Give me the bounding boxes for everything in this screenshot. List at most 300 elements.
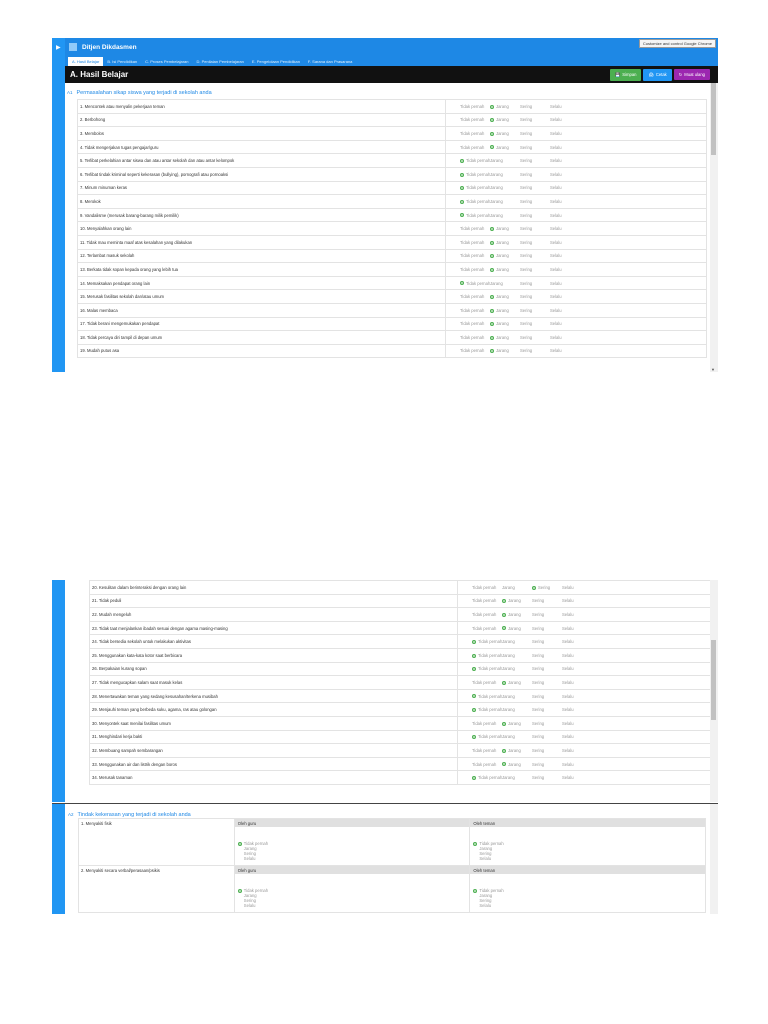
radio-option[interactable] bbox=[460, 213, 490, 218]
radio-label: Sering bbox=[243, 898, 256, 903]
radio-selected-icon[interactable] bbox=[490, 349, 494, 353]
answer-options bbox=[458, 744, 719, 758]
radio-option[interactable] bbox=[502, 707, 532, 712]
radio-option[interactable] bbox=[490, 185, 520, 190]
question-text: 10. Menyalahkan orang lain bbox=[78, 222, 446, 236]
radio-selected-icon[interactable] bbox=[502, 722, 506, 726]
radio-label: Tidak pernah bbox=[472, 598, 497, 604]
radio-label: Jarang bbox=[502, 734, 515, 740]
radio-option[interactable] bbox=[550, 117, 580, 122]
radio-option[interactable] bbox=[550, 185, 580, 190]
radio-label: Sering bbox=[520, 158, 533, 164]
radio-option[interactable] bbox=[520, 308, 550, 313]
radio-option[interactable] bbox=[460, 172, 490, 177]
radio-label: Selalu bbox=[550, 239, 562, 245]
radio-option[interactable] bbox=[550, 226, 580, 231]
radio-option[interactable] bbox=[460, 253, 490, 258]
question-text: 19. Mudah putus asa bbox=[78, 344, 446, 358]
radio-option[interactable] bbox=[520, 145, 550, 150]
radio-label: Sering bbox=[520, 171, 533, 177]
radio-selected-icon[interactable] bbox=[490, 227, 494, 231]
reload-button[interactable] bbox=[674, 69, 710, 80]
radio-option[interactable] bbox=[520, 348, 550, 353]
tab-proses-pembelajaran[interactable]: C. Proses Pembelajaran bbox=[145, 59, 189, 64]
radio-option[interactable] bbox=[490, 253, 520, 258]
radio-selected-icon[interactable] bbox=[472, 640, 476, 644]
radio-option[interactable] bbox=[532, 598, 562, 603]
by-friend-column bbox=[470, 819, 706, 866]
radio-selected-icon[interactable] bbox=[490, 105, 494, 109]
question-row bbox=[90, 744, 719, 758]
menu-icon[interactable] bbox=[69, 43, 77, 51]
radio-option[interactable] bbox=[532, 734, 562, 739]
radio-option[interactable] bbox=[550, 240, 580, 245]
answer-options bbox=[446, 222, 707, 236]
radio-label: Sering bbox=[520, 334, 533, 340]
radio-option[interactable] bbox=[490, 158, 520, 163]
radio-label: Jarang bbox=[479, 893, 493, 898]
radio-option[interactable] bbox=[562, 598, 592, 603]
radio-option[interactable] bbox=[532, 639, 562, 644]
radio-label: Tidak pernah bbox=[460, 307, 485, 313]
print-icon: 🖨 bbox=[648, 71, 654, 77]
radio-option[interactable] bbox=[550, 145, 580, 150]
radio-selected-icon[interactable] bbox=[472, 708, 476, 712]
radio-option[interactable] bbox=[562, 748, 592, 753]
answer-options bbox=[446, 303, 707, 317]
radio-option[interactable] bbox=[490, 308, 520, 313]
print-button[interactable] bbox=[643, 69, 671, 81]
radio-option[interactable] bbox=[502, 721, 532, 726]
radio-label: Jarang bbox=[508, 679, 521, 685]
radio-selected-icon[interactable] bbox=[472, 694, 476, 698]
radio-option[interactable] bbox=[520, 185, 550, 190]
radio-selected-icon[interactable] bbox=[460, 159, 464, 163]
radio-option[interactable] bbox=[562, 707, 592, 712]
question-row bbox=[90, 703, 719, 717]
answer-options bbox=[446, 249, 707, 263]
radio-option[interactable] bbox=[562, 639, 592, 644]
radio-option[interactable] bbox=[532, 762, 562, 767]
radio-option[interactable] bbox=[460, 104, 490, 109]
radio-label: Sering bbox=[520, 280, 533, 286]
question-row bbox=[90, 716, 719, 730]
radio-option[interactable] bbox=[472, 775, 502, 780]
radio-option[interactable] bbox=[520, 253, 550, 258]
radio-option[interactable] bbox=[532, 694, 562, 699]
radio-option[interactable] bbox=[520, 172, 550, 177]
radio-selected-icon[interactable] bbox=[490, 118, 494, 122]
question-text: 4. Tidak mengerjakan tugas pengajar/guru bbox=[78, 140, 446, 154]
question-text: 34. Merusak tanaman bbox=[90, 771, 458, 785]
radio-option[interactable] bbox=[460, 145, 490, 150]
radio-option[interactable] bbox=[460, 281, 490, 286]
radio-option[interactable] bbox=[472, 734, 502, 739]
radio-option[interactable] bbox=[472, 748, 502, 753]
radio-label: Selalu bbox=[562, 761, 574, 767]
question-row bbox=[78, 154, 707, 168]
radio-label: Tidak pernah bbox=[466, 158, 491, 164]
radio-option[interactable] bbox=[460, 348, 490, 353]
radio-option[interactable] bbox=[550, 294, 580, 299]
question-row bbox=[78, 222, 707, 236]
save-button[interactable] bbox=[610, 69, 641, 81]
scrollbar[interactable] bbox=[710, 804, 718, 914]
question-text: 22. Mudah mengeluh bbox=[90, 608, 458, 622]
radio-option[interactable] bbox=[562, 680, 592, 685]
question-text: 15. Merusak fasilitas sekolah dan/atau umum bbox=[78, 290, 446, 304]
radio-label: Jarang bbox=[496, 253, 509, 259]
scrollbar[interactable] bbox=[710, 580, 718, 802]
radio-option[interactable] bbox=[550, 335, 580, 340]
radio-label: Jarang bbox=[502, 584, 515, 590]
question-row bbox=[90, 689, 719, 703]
radio-option[interactable] bbox=[562, 585, 592, 590]
question-text: 30. Menyontek saat menilai fasilitas umum bbox=[90, 716, 458, 730]
radio-selected-icon[interactable] bbox=[532, 586, 536, 590]
radio-option[interactable] bbox=[520, 267, 550, 272]
radio-option[interactable] bbox=[502, 639, 532, 644]
radio-selected-icon[interactable] bbox=[490, 268, 494, 272]
radio-option[interactable] bbox=[502, 585, 532, 590]
question-row bbox=[90, 757, 719, 771]
question-row bbox=[78, 113, 707, 127]
radio-option[interactable] bbox=[490, 145, 520, 150]
tab-isi-pendidikan[interactable]: B. Isi Pendidikan bbox=[107, 59, 138, 64]
radio-label: Sering bbox=[532, 679, 545, 685]
radio-group bbox=[235, 827, 470, 865]
radio-label: Jarang bbox=[496, 334, 509, 340]
radio-option[interactable] bbox=[490, 281, 520, 286]
radio-option[interactable] bbox=[472, 762, 502, 767]
radio-label: Tidak pernah bbox=[478, 652, 503, 658]
radio-option[interactable] bbox=[472, 653, 502, 658]
radio-label: Jarang bbox=[490, 212, 503, 218]
radio-label: Sering bbox=[520, 130, 533, 136]
question-row bbox=[78, 317, 707, 331]
radio-label: Sering bbox=[520, 103, 533, 109]
radio-option[interactable] bbox=[550, 199, 580, 204]
answer-options bbox=[458, 676, 719, 690]
radio-option[interactable] bbox=[550, 172, 580, 177]
radio-option[interactable] bbox=[490, 240, 520, 245]
radio-option[interactable] bbox=[490, 131, 520, 136]
radio-option[interactable] bbox=[550, 267, 580, 272]
radio-selected-icon[interactable] bbox=[490, 295, 494, 299]
radio-label: Jarang bbox=[496, 117, 509, 123]
radio-option[interactable] bbox=[490, 199, 520, 204]
radio-option[interactable] bbox=[520, 213, 550, 218]
radio-option[interactable] bbox=[550, 131, 580, 136]
column-header: Oleh teman bbox=[470, 866, 705, 874]
tab-hasil-belajar[interactable]: A. Hasil Belajar bbox=[68, 57, 103, 66]
radio-label: Sering bbox=[532, 639, 545, 645]
radio-option[interactable] bbox=[562, 666, 592, 671]
scroll-down-icon[interactable]: ▼ bbox=[711, 367, 715, 372]
radio-selected-icon[interactable] bbox=[502, 626, 506, 630]
radio-option[interactable] bbox=[520, 281, 550, 286]
answer-options bbox=[446, 317, 707, 331]
radio-label: Tidak pernah bbox=[472, 761, 497, 767]
radio-option[interactable] bbox=[520, 131, 550, 136]
radio-selected-icon[interactable] bbox=[460, 186, 464, 190]
radio-selected-icon[interactable] bbox=[502, 749, 506, 753]
radio-option[interactable] bbox=[472, 585, 502, 590]
radio-option[interactable] bbox=[520, 240, 550, 245]
question-row bbox=[90, 581, 719, 595]
radio-label: Sering bbox=[520, 144, 533, 150]
radio-group bbox=[470, 874, 705, 912]
radio-option[interactable] bbox=[562, 734, 592, 739]
radio-selected-icon[interactable] bbox=[502, 762, 506, 766]
scrollbar[interactable] bbox=[710, 83, 718, 372]
radio-option[interactable] bbox=[472, 639, 502, 644]
radio-label: Selalu bbox=[550, 294, 562, 300]
radio-selected-icon[interactable] bbox=[490, 309, 494, 313]
radio-label: Selalu bbox=[562, 707, 574, 713]
radio-option[interactable] bbox=[473, 856, 702, 861]
radio-selected-icon[interactable] bbox=[472, 776, 476, 780]
radio-option[interactable] bbox=[490, 294, 520, 299]
radio-option[interactable] bbox=[490, 267, 520, 272]
radio-option[interactable] bbox=[520, 226, 550, 231]
question-table-a1-continued bbox=[89, 580, 718, 785]
radio-option[interactable] bbox=[562, 762, 592, 767]
radio-option[interactable] bbox=[502, 775, 532, 780]
answer-options bbox=[458, 689, 719, 703]
radio-option[interactable] bbox=[502, 680, 532, 685]
radio-option[interactable] bbox=[490, 335, 520, 340]
tab-sarana-prasarana[interactable]: F. Sarana dan Prasarana bbox=[307, 59, 353, 64]
radio-label: Tidak pernah bbox=[460, 103, 485, 109]
radio-option[interactable] bbox=[502, 612, 532, 617]
question-text: 13. Berkata tidak sopan kepada orang yang lebih tua bbox=[78, 263, 446, 277]
radio-option[interactable] bbox=[520, 294, 550, 299]
radio-label: Selalu bbox=[562, 584, 574, 590]
radio-selected-icon[interactable] bbox=[490, 241, 494, 245]
radio-option[interactable] bbox=[550, 253, 580, 258]
radio-label: Jarang bbox=[496, 239, 509, 245]
radio-selected-icon[interactable] bbox=[472, 735, 476, 739]
radio-option[interactable] bbox=[490, 348, 520, 353]
radio-option[interactable] bbox=[473, 903, 702, 908]
radio-label: Selalu bbox=[550, 171, 562, 177]
radio-option[interactable] bbox=[550, 213, 580, 218]
radio-option[interactable] bbox=[520, 199, 550, 204]
radio-label: Selalu bbox=[562, 720, 574, 726]
radio-option[interactable] bbox=[460, 240, 490, 245]
radio-label: Sering bbox=[520, 185, 533, 191]
radio-label: Selalu bbox=[550, 334, 562, 340]
radio-option[interactable] bbox=[472, 666, 502, 671]
question-text: 26. Berpakaian kurang sopan bbox=[90, 662, 458, 676]
radio-selected-icon[interactable] bbox=[460, 281, 464, 285]
tab-penilaian-pembelajaran[interactable]: D. Penilaian Pembelajaran bbox=[196, 59, 244, 64]
radio-option[interactable] bbox=[490, 172, 520, 177]
radio-option[interactable] bbox=[562, 653, 592, 658]
main-content bbox=[65, 83, 710, 372]
radio-selected-icon[interactable] bbox=[490, 145, 494, 149]
question-row bbox=[78, 235, 707, 249]
radio-label: Jarang bbox=[490, 198, 503, 204]
radio-option[interactable] bbox=[238, 903, 467, 908]
radio-label: Sering bbox=[520, 198, 533, 204]
question-row bbox=[90, 608, 719, 622]
radio-label: Sering bbox=[520, 294, 533, 300]
radio-option[interactable] bbox=[550, 308, 580, 313]
radio-selected-icon[interactable] bbox=[472, 667, 476, 671]
radio-option[interactable] bbox=[520, 335, 550, 340]
radio-label: Jarang bbox=[496, 307, 509, 313]
radio-option[interactable] bbox=[502, 666, 532, 671]
radio-option[interactable] bbox=[502, 748, 532, 753]
radio-option[interactable] bbox=[532, 748, 562, 753]
question-text: 3. Membolos bbox=[78, 127, 446, 141]
radio-selected-icon[interactable] bbox=[460, 200, 464, 204]
radio-option[interactable] bbox=[520, 104, 550, 109]
radio-option[interactable] bbox=[472, 598, 502, 603]
radio-label: Tidak pernah bbox=[472, 747, 497, 753]
radio-option[interactable] bbox=[472, 707, 502, 712]
collapse-arrow-icon[interactable]: ▶ bbox=[56, 45, 61, 51]
radio-option[interactable] bbox=[460, 321, 490, 326]
radio-option[interactable] bbox=[562, 626, 592, 631]
radio-label: Tidak pernah bbox=[472, 720, 497, 726]
radio-label: Jarang bbox=[508, 761, 521, 767]
radio-option[interactable] bbox=[520, 158, 550, 163]
radio-label: Selalu bbox=[562, 639, 574, 645]
radio-selected-icon[interactable] bbox=[490, 322, 494, 326]
radio-option[interactable] bbox=[460, 117, 490, 122]
radio-option[interactable] bbox=[532, 626, 562, 631]
radio-option[interactable] bbox=[550, 348, 580, 353]
question-text: 31. Menghindari kerja bakti bbox=[90, 730, 458, 744]
radio-option[interactable] bbox=[532, 612, 562, 617]
radio-option[interactable] bbox=[502, 626, 532, 631]
scrollbar-thumb[interactable] bbox=[711, 83, 716, 155]
radio-label: Selalu bbox=[550, 212, 562, 218]
radio-selected-icon[interactable] bbox=[460, 213, 464, 217]
radio-option[interactable] bbox=[532, 707, 562, 712]
radio-selected-icon[interactable] bbox=[490, 254, 494, 258]
radio-selected-icon[interactable] bbox=[472, 654, 476, 658]
radio-option[interactable] bbox=[502, 694, 532, 699]
tab-pengelolaan-pendidikan[interactable]: E. Pengelolaan Pendidikan bbox=[251, 59, 300, 64]
radio-option[interactable] bbox=[472, 694, 502, 699]
radio-option[interactable] bbox=[532, 680, 562, 685]
answer-options bbox=[458, 730, 719, 744]
radio-option[interactable] bbox=[550, 281, 580, 286]
by-teacher-column bbox=[234, 819, 470, 866]
radio-option[interactable] bbox=[532, 666, 562, 671]
radio-option[interactable] bbox=[532, 653, 562, 658]
radio-option[interactable] bbox=[472, 721, 502, 726]
radio-option[interactable] bbox=[460, 185, 490, 190]
radio-option[interactable] bbox=[520, 321, 550, 326]
section-number: A2 bbox=[68, 812, 74, 817]
radio-option[interactable] bbox=[502, 598, 532, 603]
radio-option[interactable] bbox=[490, 226, 520, 231]
radio-selected-icon[interactable] bbox=[502, 613, 506, 617]
radio-option[interactable] bbox=[460, 226, 490, 231]
answer-options bbox=[446, 167, 707, 181]
radio-option[interactable] bbox=[460, 294, 490, 299]
radio-label: Jarang bbox=[496, 226, 509, 232]
question-text: 33. Menggunakan air dan listrik dengan boros bbox=[90, 757, 458, 771]
radio-option[interactable] bbox=[460, 199, 490, 204]
radio-option[interactable] bbox=[532, 721, 562, 726]
radio-option[interactable] bbox=[562, 612, 592, 617]
radio-option[interactable] bbox=[472, 680, 502, 685]
radio-label: Sering bbox=[520, 307, 533, 313]
save-icon: 💾 bbox=[615, 71, 621, 77]
radio-option[interactable] bbox=[490, 321, 520, 326]
radio-option[interactable] bbox=[502, 734, 532, 739]
radio-label: Tidak pernah bbox=[460, 239, 485, 245]
radio-label: Selalu bbox=[550, 321, 562, 327]
question-text: 11. Tidak mau meminta maaf atas kesalahan yang dilakukan bbox=[78, 235, 446, 249]
radio-option[interactable] bbox=[562, 694, 592, 699]
radio-label: Sering bbox=[532, 598, 545, 604]
radio-label: Tidak pernah bbox=[460, 226, 485, 232]
radio-option[interactable] bbox=[562, 775, 592, 780]
radio-option[interactable] bbox=[460, 308, 490, 313]
radio-label: Selalu bbox=[550, 144, 562, 150]
radio-option[interactable] bbox=[550, 158, 580, 163]
radio-option[interactable] bbox=[238, 856, 467, 861]
radio-option[interactable] bbox=[460, 158, 490, 163]
answer-options bbox=[446, 127, 707, 141]
radio-selected-icon[interactable] bbox=[460, 173, 464, 177]
radio-label: Jarang bbox=[490, 171, 503, 177]
radio-label: Tidak pernah bbox=[460, 334, 485, 340]
page-title: A. Hasil Belajar bbox=[70, 70, 129, 79]
question-row bbox=[90, 730, 719, 744]
radio-option[interactable] bbox=[532, 775, 562, 780]
radio-option[interactable] bbox=[460, 267, 490, 272]
radio-option[interactable] bbox=[562, 721, 592, 726]
answer-options bbox=[446, 235, 707, 249]
radio-option[interactable] bbox=[502, 762, 532, 767]
radio-label: Jarang bbox=[490, 158, 503, 164]
radio-option[interactable] bbox=[460, 335, 490, 340]
radio-label: Jarang bbox=[502, 639, 515, 645]
radio-label: Jarang bbox=[502, 707, 515, 713]
radio-label: Jarang bbox=[502, 666, 515, 672]
radio-option[interactable] bbox=[472, 626, 502, 631]
radio-selected-icon[interactable] bbox=[490, 336, 494, 340]
print-label: Cetak bbox=[655, 72, 667, 77]
radio-option[interactable] bbox=[460, 131, 490, 136]
radio-option[interactable] bbox=[472, 612, 502, 617]
radio-label: Sering bbox=[520, 226, 533, 232]
radio-option[interactable] bbox=[520, 117, 550, 122]
question-text: 18. Tidak percaya diri tampil di depan umum bbox=[78, 331, 446, 345]
radio-selected-icon[interactable] bbox=[490, 132, 494, 136]
radio-option[interactable] bbox=[532, 585, 562, 590]
radio-option[interactable] bbox=[490, 117, 520, 122]
radio-option[interactable] bbox=[490, 104, 520, 109]
question-row bbox=[78, 181, 707, 195]
radio-option[interactable] bbox=[490, 213, 520, 218]
radio-selected-icon[interactable] bbox=[502, 599, 506, 603]
radio-option[interactable] bbox=[502, 653, 532, 658]
radio-option[interactable] bbox=[550, 104, 580, 109]
radio-option[interactable] bbox=[550, 321, 580, 326]
scrollbar-thumb[interactable] bbox=[711, 640, 716, 720]
radio-selected-icon[interactable] bbox=[502, 681, 506, 685]
radio-label: Tidak pernah bbox=[460, 348, 485, 354]
